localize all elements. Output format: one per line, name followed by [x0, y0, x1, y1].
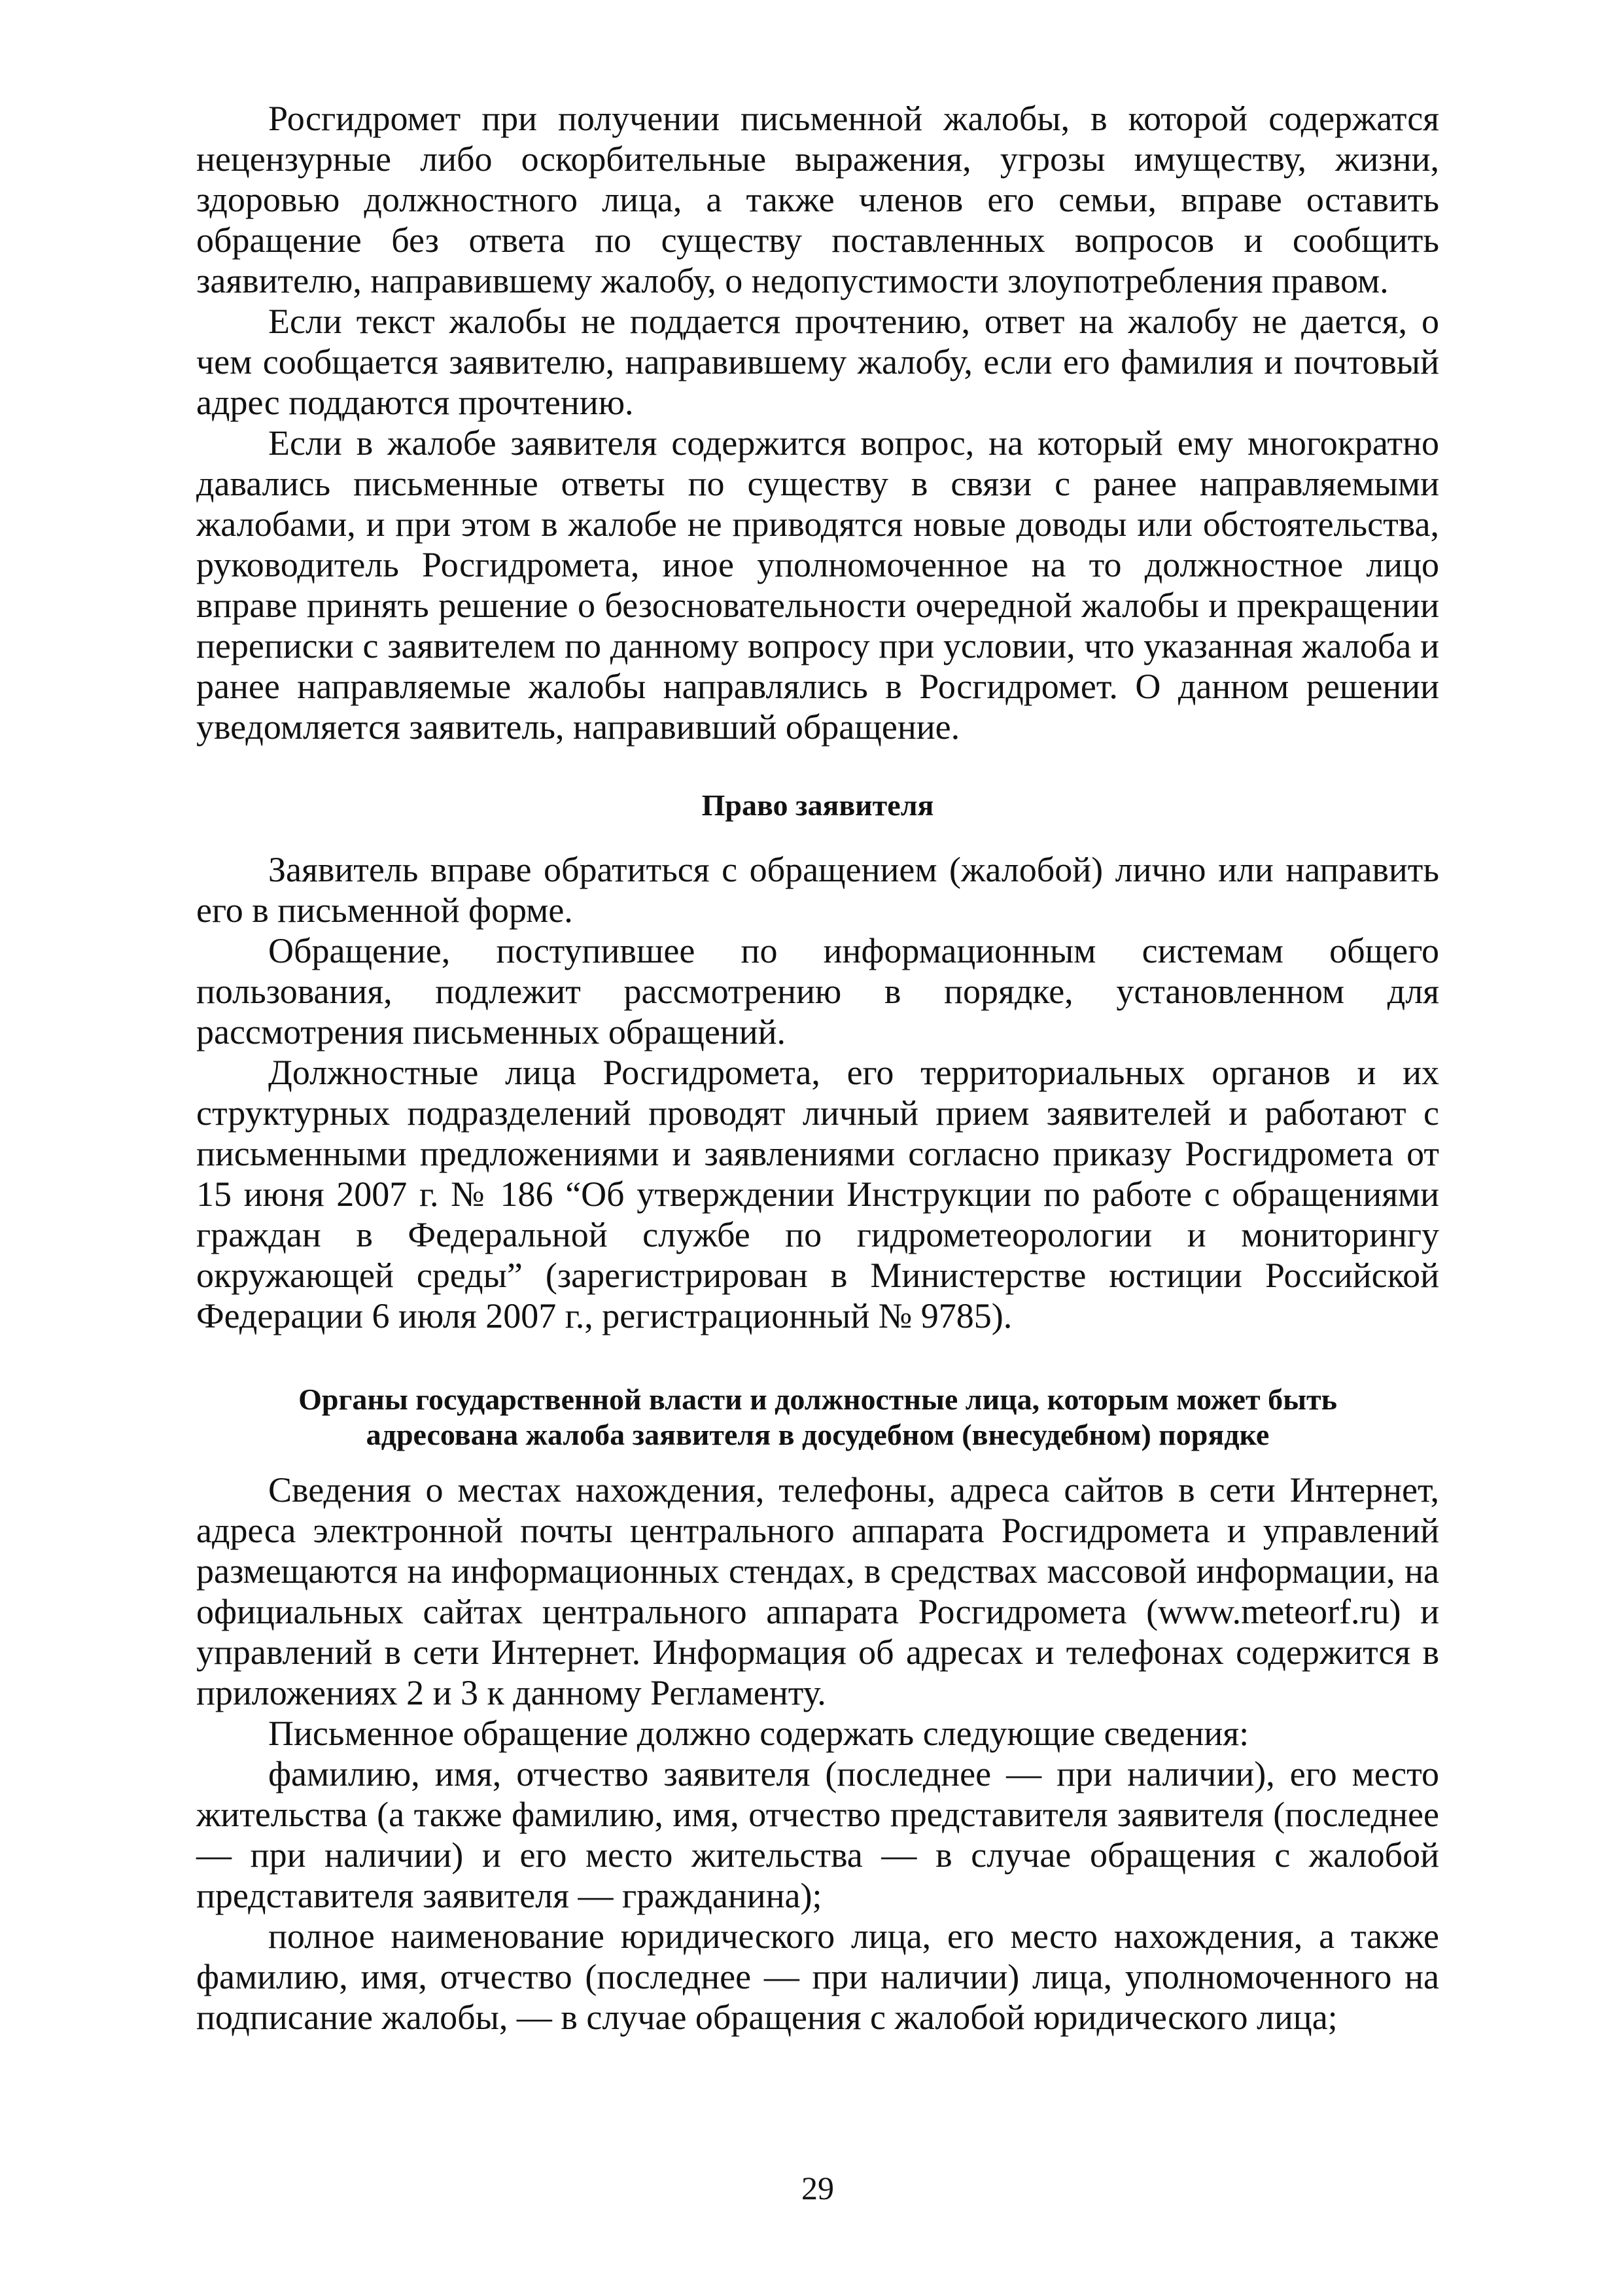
paragraph-required-details: Письменное обращение должно содержать следующие сведения:: [268, 1714, 1249, 1753]
paragraph-officials-reception: Должностные лица Росгидромета, его территориальных органов и их структурных подразделений проводят личный прием заявителей и работают с письменными предложениями и заявлениями согласно приказу Росгидромета от 15 июня 2007 г. № 186 “Об утверждении Инструкции по работе с обращениями граждан в Федеральной службе по гидрометеорологии и мониторингу окружающей среды” (зарегистрирован в Министерстве юстиции Российской Федерации 6 июля 2007 г., регистрационный № 9785).: [196, 1053, 1439, 1335]
document-page: [196, 98, 1439, 2225]
heading-authorities: [196, 1382, 1439, 1453]
heading-authorities-line-2: адресована жалоба заявителя в досудебном (внесудебном) порядке: [366, 1418, 1270, 1451]
paragraph-applicant-name: фамилию, имя, отчество заявителя (последнее — при наличии), его место жительства (а также фамилию, имя, отчество представителя заявителя (последнее — при наличии) и его место жительства — в случае обращения с жалобой представителя заявителя — гражданина);: [196, 1754, 1439, 1915]
paragraph-contact-information: Сведения о местах нахождения, телефоны, адреса сайтов в сети Интернет, адреса электронной почты центрального аппарата Росгидромета и управлений размещаются на информационных стендах, в средствах массовой информации, на официальных сайтах центрального аппарата Росгидромета (www.meteorf.ru) и управлений в сети Интернет. Информация об адресах и телефонах содержится в приложениях 2 и 3 к данному Регламенту.: [196, 1470, 1439, 1712]
paragraph-legal-entity-name: полное наименование юридического лица, его место нахождения, а также фамилию, имя, отчество (последнее — при наличии) лица, уполномоченного на подписание жалобы, — в случае обращения с жалобой юридического лица;: [196, 1916, 1439, 2037]
paragraph-repeated-complaint: Если в жалобе заявителя содержится вопрос, на который ему многократно давались письменные ответы по существу в связи с ранее направляемыми жалобами, и при этом в жалобе не приводятся новые доводы или обстоятельства, руководитель Росгидромета, иное уполномоченное на то должностное лицо вправе принять решение о безосновательности очередной жалобы и прекращении переписки с заявителем по данному вопросу при условии, что указанная жалоба и ранее направляемые жалобы направлялись в Росгидромет. О данном решении уведомляется заявитель, направивший обращение.: [196, 423, 1439, 747]
heading-authorities-line-1: Органы государственной власти и должностные лица, которым может быть: [298, 1383, 1337, 1416]
paragraph-applicant-may-apply: Заявитель вправе обратиться с обращением (жалобой) лично или направить его в письменной форме.: [196, 850, 1439, 930]
paragraph-obscene-complaint: Росгидромет при получении письменной жалобы, в которой содержатся нецензурные либо оскорбительные выражения, угрозы имуществу, жизни, здоровью должностного лица, а также членов его семьи, вправе оставить обращение без ответа по существу поставленных вопросов и сообщить заявителю, направившему жалобу, о недопустимости злоупотребления правом.: [196, 99, 1439, 300]
paragraph-information-systems: Обращение, поступившее по информационным системам общего пользования, подлежит рассмотрению в порядке, установленном для рассмотрения письменных обращений.: [196, 931, 1439, 1051]
page-number: 29: [801, 2170, 834, 2206]
heading-applicant-right: Право заявителя: [701, 788, 934, 822]
paragraph-unreadable-complaint: Если текст жалобы не поддается прочтению, ответ на жалобу не дается, о чем сообщается заявителю, направившему жалобу, если его фамилия и почтовый адрес поддаются прочтению.: [196, 302, 1439, 422]
